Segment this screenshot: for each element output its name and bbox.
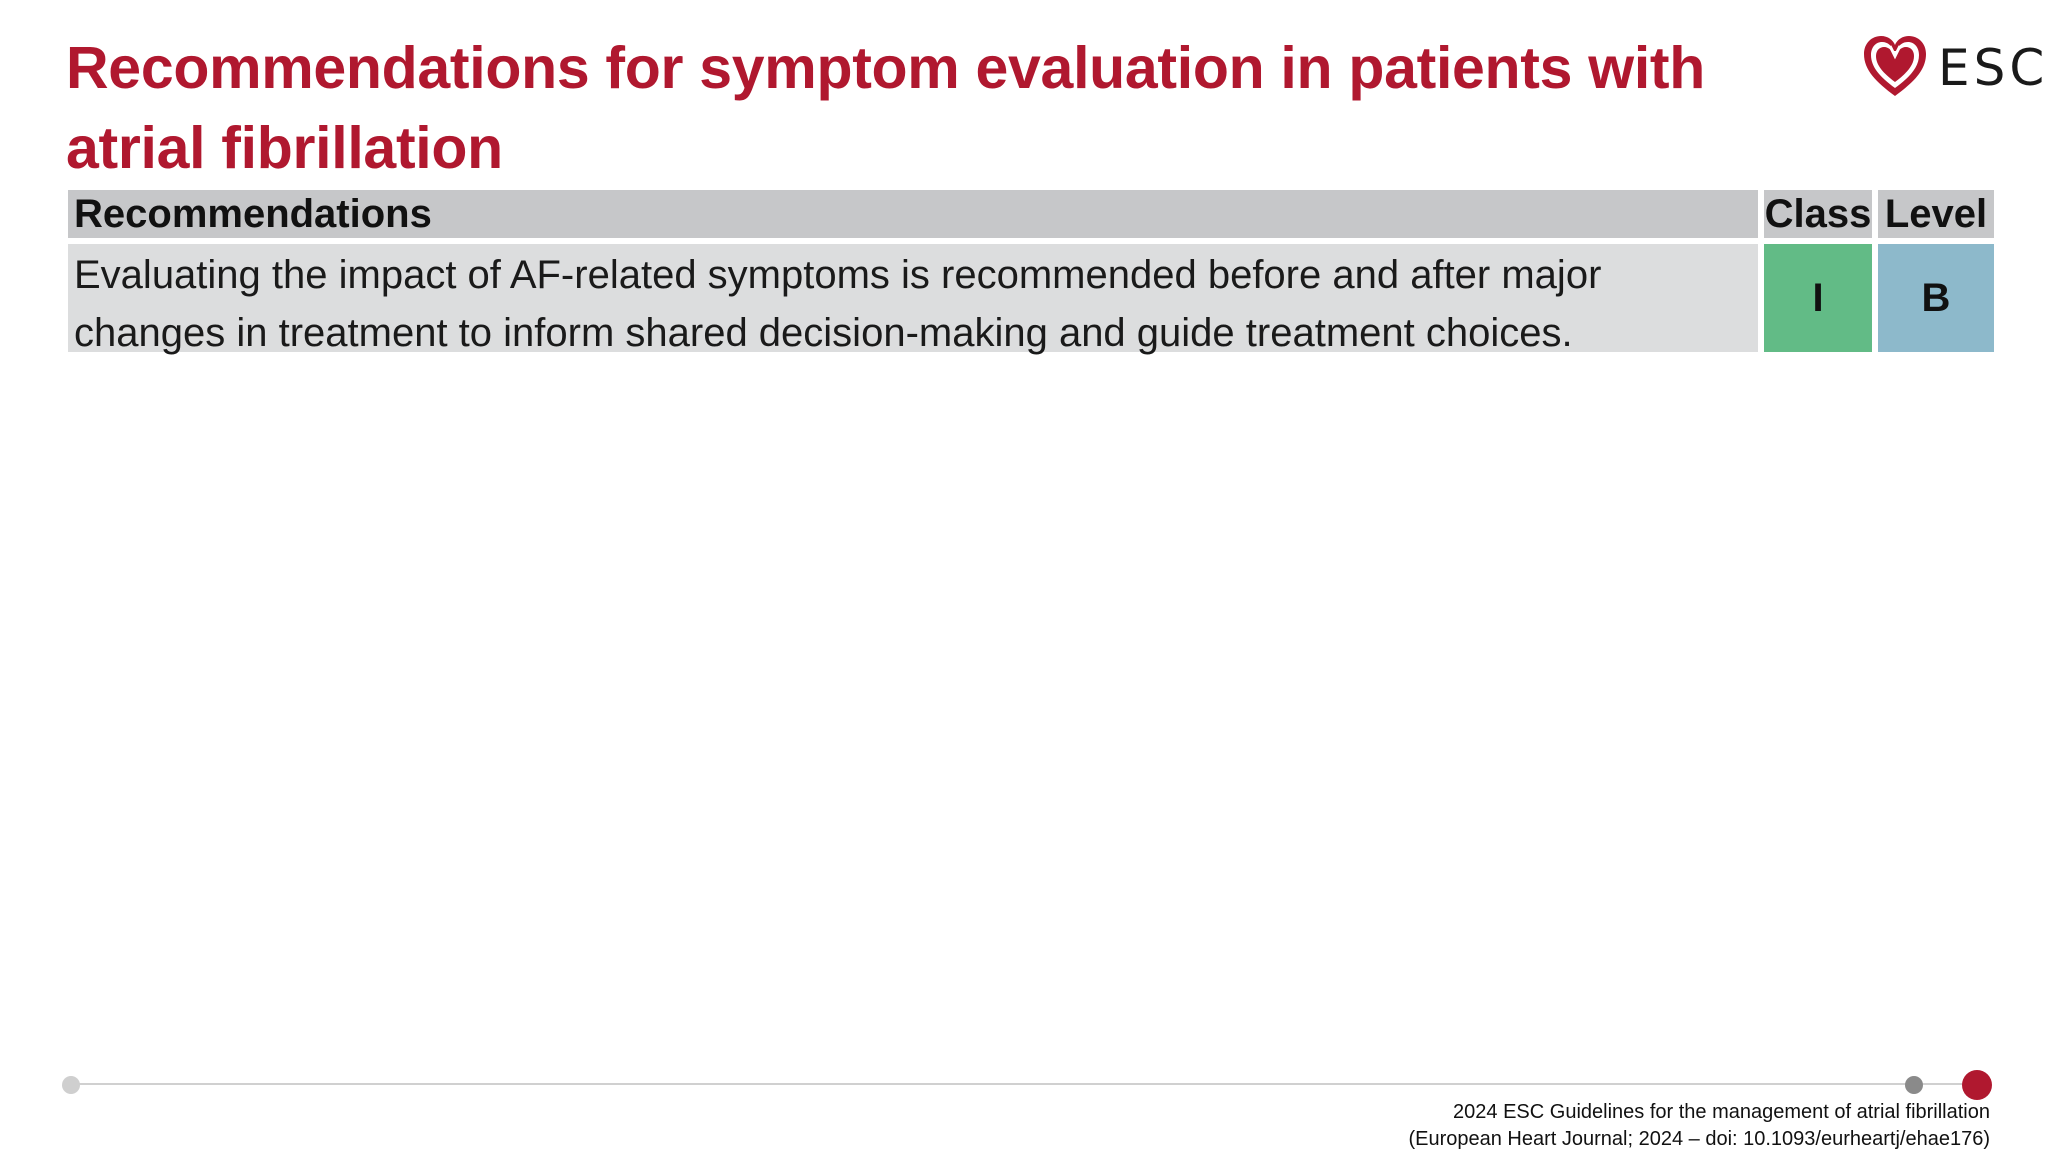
header-class: Class xyxy=(1764,192,1872,236)
esc-logo xyxy=(1862,34,2048,102)
slide-title: Recommendations for symptom evaluation in patients with atrial fibrillation xyxy=(66,35,1706,181)
citation-footer xyxy=(1408,1099,1990,1153)
header-recommendations: Recommendations xyxy=(68,190,1758,238)
citation-line-2: (European Heart Journal; 2024 – doi: 10.1093/eurheartj/ehae176) xyxy=(1408,1128,1990,1150)
citation-line-1: 2024 ESC Guidelines for the management of atrial fibrillation xyxy=(1453,1101,1990,1123)
progress-marker-dot xyxy=(1905,1076,1923,1094)
progress-current-dot xyxy=(1962,1070,1992,1100)
logo-text: ESC xyxy=(1938,39,2048,97)
progress-start-dot xyxy=(62,1076,80,1094)
progress-track xyxy=(72,1083,1972,1085)
header-level: Level xyxy=(1878,190,1994,238)
class-badge: I xyxy=(1764,244,1872,352)
recommendation-text: Evaluating the impact of AF-related symptoms is recommended before and after major changes in treatment to inform shared decision-making and guide treatment choices. xyxy=(68,244,1758,352)
slide-progress-bar xyxy=(62,1072,1992,1096)
level-badge: B xyxy=(1878,244,1994,352)
heart-logo-icon xyxy=(1862,34,1928,100)
